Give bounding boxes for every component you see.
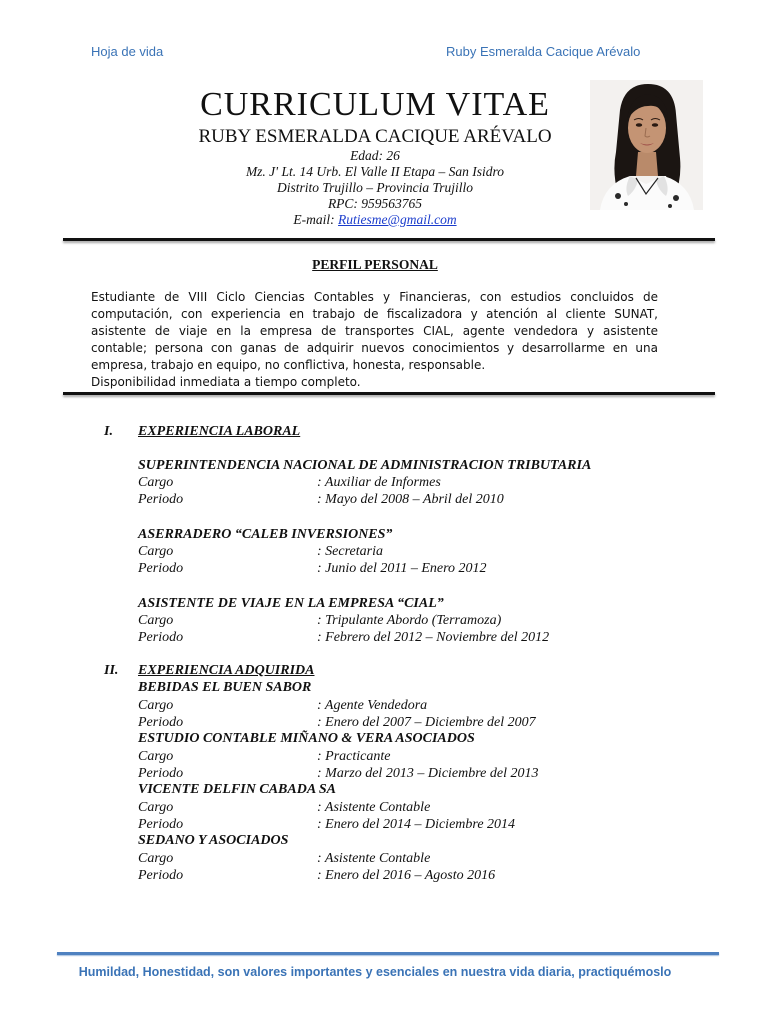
cargo-value: : Asistente Contable	[317, 800, 431, 815]
cargo-value: : Agente Vendedora	[317, 698, 428, 713]
cargo-label: Cargo	[138, 544, 174, 559]
periodo-value: : Febrero del 2012 – Noviembre del 2012	[317, 630, 550, 645]
perfil-line: Disponibilidad inmediata a tiempo completo.	[91, 375, 361, 389]
periodo-value: : Enero del 2007 – Diciembre del 2007	[317, 715, 536, 730]
candidate-name: RUBY ESMERALDA CACIQUE ARÉVALO	[198, 126, 552, 147]
cargo-value: : Auxiliar de Informes	[317, 475, 441, 490]
address-line-2: Distrito Trujillo – Provincia Trujillo	[276, 180, 474, 195]
header-right: Ruby Esmeralda Cacique Arévalo	[446, 44, 641, 59]
page-title: CURRICULUM VITAE	[200, 86, 550, 123]
divider-bottom	[63, 392, 715, 395]
periodo-value: : Enero del 2016 – Agosto 2016	[317, 868, 496, 883]
cargo-value: : Tripulante Abordo (Terramoza)	[317, 613, 502, 628]
portrait-image	[590, 80, 703, 210]
cargo-label: Cargo	[138, 698, 174, 713]
periodo-label: Periodo	[138, 492, 184, 507]
company-name: BEBIDAS EL BUEN SABOR	[138, 680, 312, 695]
company-name: ESTUDIO CONTABLE MIÑANO & VERA ASOCIADOS	[138, 731, 475, 746]
cargo-label: Cargo	[138, 613, 174, 628]
company-name: ASERRADERO “CALEB INVERSIONES”	[138, 527, 393, 542]
phone: RPC: 959563765	[327, 196, 423, 211]
company-name: SUPERINTENDENCIA NACIONAL DE ADMINISTRACION TRIBUTARIA	[138, 458, 592, 473]
age: Edad: 26	[350, 148, 400, 163]
cargo-label: Cargo	[138, 851, 174, 866]
header-left: Hoja de vida	[91, 44, 164, 59]
section-number: I.	[104, 424, 113, 439]
periodo-label: Periodo	[138, 715, 184, 730]
periodo-value: : Enero del 2014 – Diciembre 2014	[317, 817, 516, 832]
email-label: E-mail:	[293, 212, 339, 227]
address-line-1: Mz. J' Lt. 14 Urb. El Valle II Etapa – San Isidro	[245, 164, 505, 179]
cargo-value: : Asistente Contable	[317, 851, 431, 866]
perfil-line: contable; persona con ganas de adquirir nuevos conocimientos y desarrollarme en una	[91, 341, 658, 355]
company-name: VICENTE DELFIN CABADA SA	[138, 782, 337, 797]
company-name: SEDANO Y ASOCIADOS	[138, 833, 289, 848]
cargo-label: Cargo	[138, 800, 174, 815]
footer-motto: Humildad, Honestidad, son valores importantes y esenciales en nuestra vida diaria, practiquémoslo	[78, 965, 672, 979]
cargo-value: : Practicante	[317, 749, 391, 764]
cargo-label: Cargo	[138, 749, 174, 764]
perfil-line: asistente de viaje en la empresa de transportes CIAL, agente vendedora y asistente	[91, 324, 658, 338]
email-line	[0, 212, 750, 228]
cargo-label: Cargo	[138, 475, 174, 490]
periodo-label: Periodo	[138, 817, 184, 832]
perfil-line: Estudiante de VIII Ciclo Ciencias Contables y Financieras, con estudios concluidos de	[91, 290, 658, 304]
footer-divider	[57, 952, 719, 955]
perfil-title: PERFIL PERSONAL	[312, 257, 438, 272]
periodo-value: : Junio del 2011 – Enero 2012	[317, 561, 487, 576]
perfil-line: empresa, trabajo en equipo, no conflictiva, honesta, responsable.	[91, 358, 486, 372]
divider-top	[63, 238, 715, 241]
perfil-text	[91, 289, 658, 391]
periodo-value: : Marzo del 2013 – Diciembre del 2013	[317, 766, 539, 781]
section-title: EXPERIENCIA LABORAL	[138, 424, 301, 439]
periodo-value: : Mayo del 2008 – Abril del 2010	[317, 492, 504, 507]
periodo-label: Periodo	[138, 630, 184, 645]
periodo-label: Periodo	[138, 868, 184, 883]
email-link[interactable]: Rutiesme@gmail.com	[338, 212, 457, 227]
company-name: ASISTENTE DE VIAJE EN LA EMPRESA “CIAL”	[138, 596, 444, 611]
profile-photo	[590, 80, 703, 210]
section-number: II.	[104, 663, 119, 678]
perfil-line: computación, con experiencia en trabajo de fiscalizadora y atención al cliente SUNAT,	[91, 307, 658, 321]
periodo-label: Periodo	[138, 561, 184, 576]
section-title: EXPERIENCIA ADQUIRIDA	[138, 663, 315, 678]
periodo-label: Periodo	[138, 766, 184, 781]
cargo-value: : Secretaria	[317, 544, 383, 559]
